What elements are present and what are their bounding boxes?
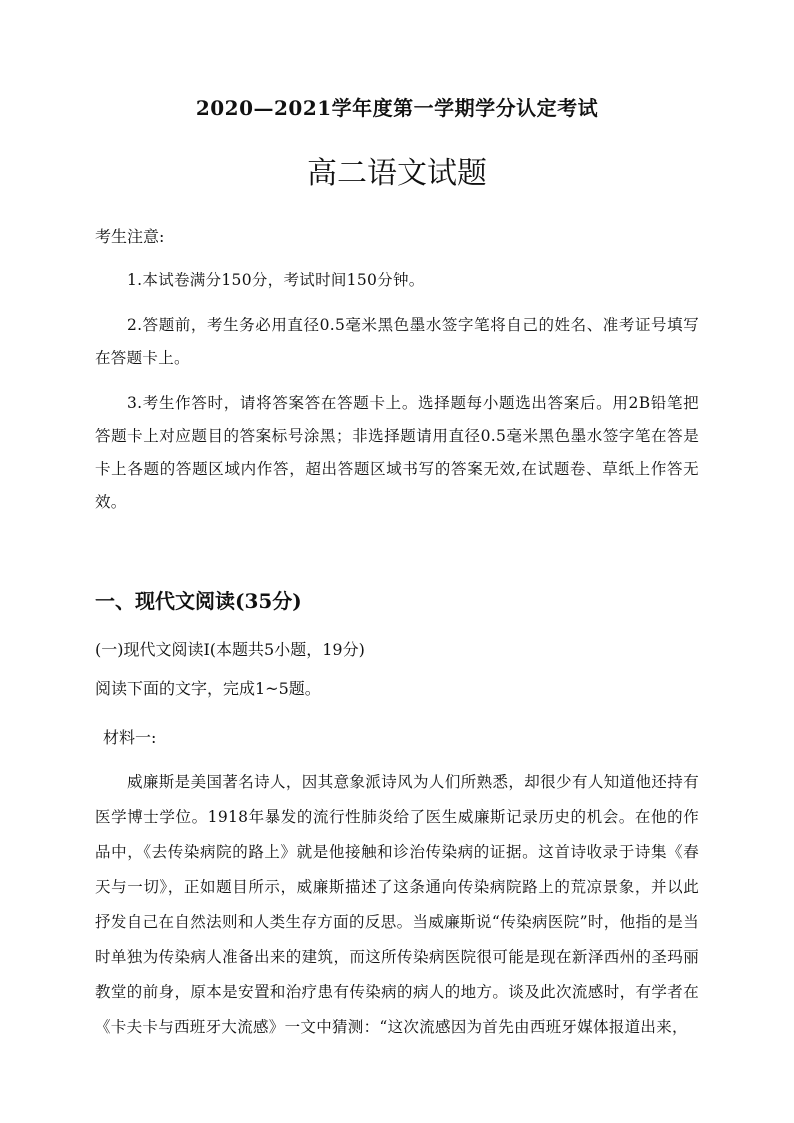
material-label: 材料一: <box>103 728 157 747</box>
notice-item-2: 2.答题前，考生务必用直径0.5毫米黑色墨水签字笔将自己的姓名、准考证号填写在答题卡上。 <box>95 316 699 367</box>
subsection-heading: (一)现代文阅读Ⅰ(本题共5小题，19分) <box>95 640 365 659</box>
section-heading: 一、现代文阅读(35分) <box>95 589 302 613</box>
notice-heading: 考生注意: <box>95 227 165 246</box>
exam-title: 高二语文试题 <box>307 156 487 191</box>
exam-name: 2020—2021学年度第一学期学分认定考试 <box>195 96 599 120</box>
notice-item-1: 1.本试卷满分150分，考试时间150分钟。 <box>127 271 425 289</box>
notice-item-3: 3.考生作答时，请将答案答在答题卡上。选择题每小题选出答案后。用2B铅笔把答题卡上对应题目的答案标号涂黑；非选择题请用直径0.5毫米黑色墨水签字笔在答是卡上各题的答题区域内作答，超出答题区域书写的答案无效,在试题卷、草纸上作答无效。 <box>95 394 699 511</box>
reading-passage: 威廉斯是美国著名诗人，因其意象派诗风为人们所熟悉，却很少有人知道他还持有医学博士学位。1918年暴发的流行性肺炎给了医生威廉斯记录历史的机会。在他的作品中，《去传染病院的路上》就是他接触和诊治传染病的证据。这首诗收录于诗集《春天与一切》，正如题目所示，威廉斯描述了这条通向传染病院路上的荒凉景象，并以此抒发自己在自然法则和人类生存方面的反思。当威廉斯说“传染病医院”时，他指的是当时单独为传染病人准备出来的建筑，而这所传染病医院很可能是现在新泽西州的圣玛丽教堂的前身，原本是安置和治疗患有传染病的病人的地方。谈及此次流感时，有学者在《卡夫卡与西班牙大流感》一文中猜测：“这次流感因为首先由西班牙媒体报道出来， <box>95 773 699 1036</box>
reading-instruction: 阅读下面的文字，完成1~5题。 <box>95 679 321 698</box>
